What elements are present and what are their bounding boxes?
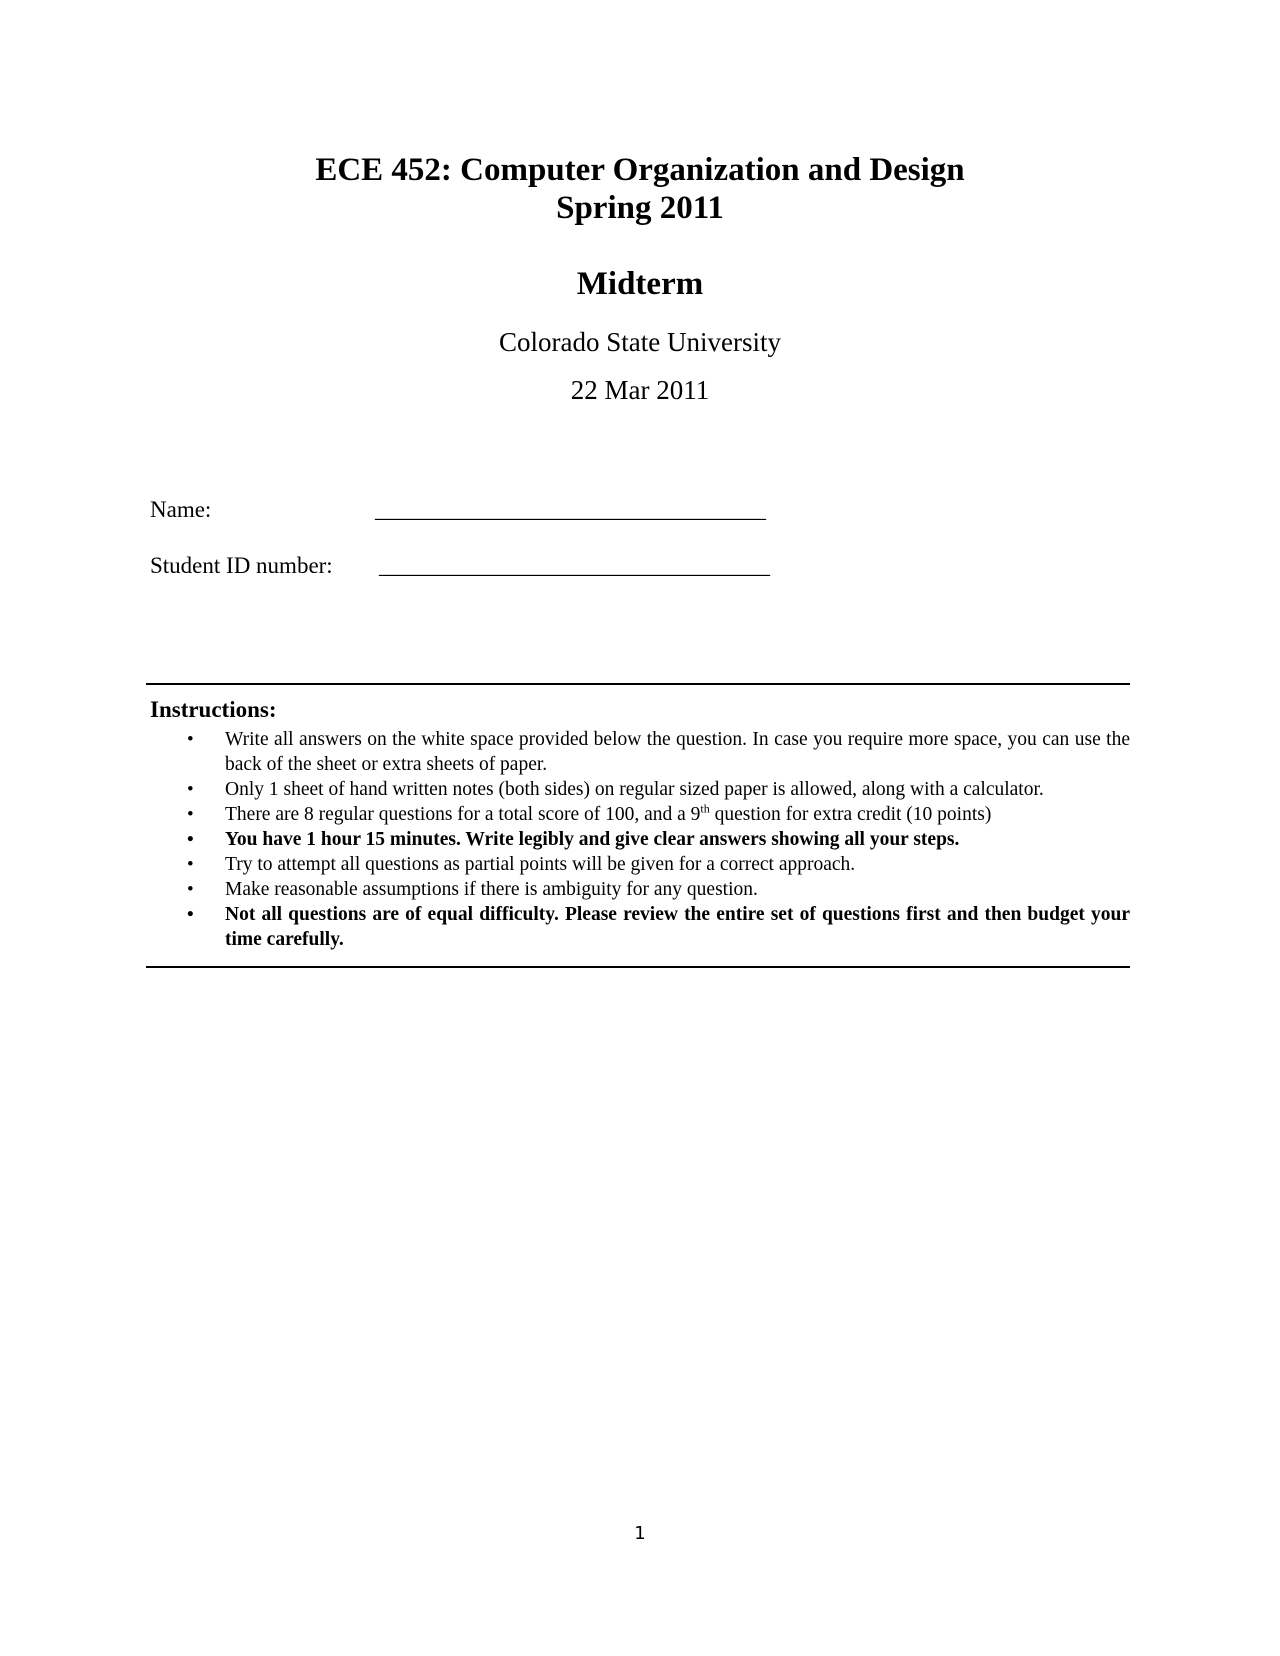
bullet-icon: • <box>187 804 194 825</box>
course-title: ECE 452: Computer Organization and Design <box>315 152 965 188</box>
ordinal-superscript: th <box>700 801 710 816</box>
instruction-item <box>150 902 1130 952</box>
student-id-blank-line[interactable]: __________________________________ <box>379 553 770 578</box>
exam-date: 22 Mar 2011 <box>570 375 710 405</box>
instruction-item <box>150 827 1130 852</box>
bullet-icon: • <box>187 829 194 850</box>
bullet-icon: • <box>187 779 194 800</box>
instruction-text: Only 1 sheet of hand written notes (both sides) on regular sized paper is allowed, along with a calculator. <box>225 779 1044 800</box>
student-id-label: Student ID number: <box>150 553 333 578</box>
instruction-item <box>150 727 1130 777</box>
page-number: 1 <box>634 1523 646 1544</box>
university-name: Colorado State University <box>499 327 781 357</box>
exam-type-title: Midterm <box>576 266 704 302</box>
term-label: Spring 2011 <box>556 190 724 226</box>
instruction-item <box>150 852 1130 877</box>
instruction-item <box>150 802 1130 827</box>
instruction-text-part: There are 8 regular questions for a total score of 100, and a 9 <box>225 804 701 825</box>
instruction-text <box>225 801 992 825</box>
instruction-text: Make reasonable assumptions if there is ambiguity for any question. <box>225 879 758 900</box>
bullet-icon: • <box>187 879 194 900</box>
instruction-text: Write all answers on the white space provided below the question. In case you require more space, you can use the back of the sheet or extra sheets of paper. <box>225 729 1130 775</box>
instructions-bottom-divider <box>146 966 1130 968</box>
instruction-text: You have 1 hour 15 minutes. Write legibly and give clear answers showing all your steps. <box>225 829 960 850</box>
instruction-text: Try to attempt all questions as partial points will be given for a correct approach. <box>225 854 856 875</box>
instructions-top-divider <box>146 683 1130 685</box>
instruction-item <box>150 877 1130 902</box>
bullet-icon: • <box>187 729 194 750</box>
instructions-heading: Instructions: <box>150 697 277 722</box>
bullet-icon: • <box>187 904 194 925</box>
instructions-list <box>150 727 1130 952</box>
name-blank-line[interactable]: __________________________________ <box>375 497 766 522</box>
name-label: Name: <box>150 497 212 522</box>
instruction-item <box>150 777 1130 802</box>
instruction-text: Not all questions are of equal difficulty. Please review the entire set of questions first and then budget your time carefully. <box>225 904 1130 950</box>
bullet-icon: • <box>187 854 194 875</box>
instruction-text-part: question for extra credit (10 points) <box>709 804 992 825</box>
